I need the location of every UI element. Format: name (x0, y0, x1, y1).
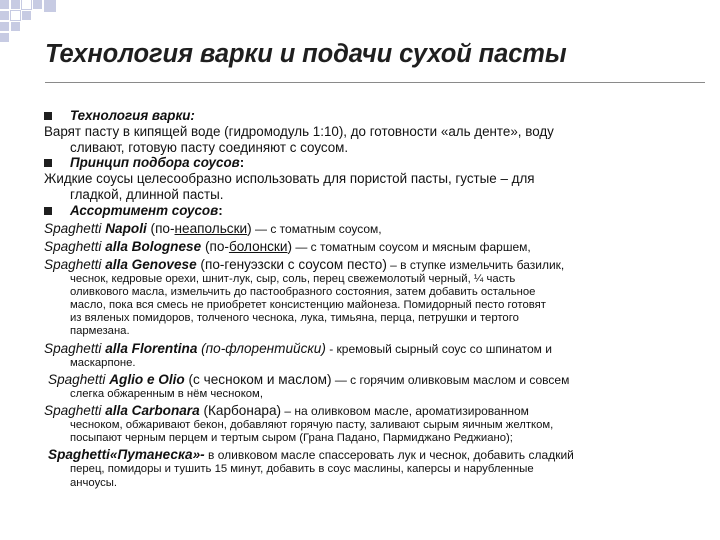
dish-puttanesca: Spaghetti«Путанеска»- в оливковом масле спассеровать лук и чеснок, добавить сладкий (48, 447, 574, 463)
bullet-assortment-heading: Ассортимент соусов: (44, 203, 694, 219)
napoli-link[interactable]: неапольски (174, 220, 248, 236)
square-bullet-icon (44, 207, 52, 215)
title-divider (45, 82, 705, 83)
slide-title: Технология варки и подачи сухой пасты (45, 40, 567, 68)
florentina-line2: маскарпоне. (70, 356, 136, 369)
dish-carbonara: Spaghetti alla Carbonara (Карбонара) – на оливковом масле, ароматизированном (44, 403, 529, 418)
aglio-line2: слегка обжаренным в нём чесноком, (70, 387, 263, 400)
carbonara-line1: чесноком, обжаривают бекон, добавляют горячую пасту, заливают сырым яичным желтком, (70, 419, 554, 431)
dish-bolognese: Spaghetti alla Bolognese (по-болонски) — с томатным соусом и мясным фаршем, (44, 238, 531, 254)
dish-napoli: Spaghetti Napoli (по-неапольски) — с томатным соусом, (44, 220, 382, 236)
dish-genovese: Spaghetti alla Genovese (по-генуэзски с соусом песто) – в ступке измельчить базилик, (44, 256, 565, 272)
genovese-line1: чеснок, кедровые орехи, шнит-лук, сыр, соль, перец свежемолотый черный, ¼ часть (70, 272, 516, 285)
sauce-text-line2: гладкой, длинной пасты. (70, 186, 224, 202)
genovese-line5: пармезана. (70, 325, 130, 338)
genovese-line4: из вяленых помидоров, толченого чеснока, лука, тимьяна, перца, петрушки и тертого (70, 312, 519, 325)
carbonara-line2: посыпают черным перцем и тертым сыром (Грана Падано, Пармиджано Реджиано); (70, 432, 513, 445)
bullet-sauce-heading: Принцип подбора соусов: (44, 155, 694, 171)
dish-aglio-olio: Spaghetti Aglio e Olio (с чесноком и маслом) — с горячим оливковым маслом и совсем (48, 371, 570, 387)
cooking-text-line1: Варят пасту в кипящей воде (гидромодуль 1:10), до готовности «аль денте», воду (44, 123, 554, 139)
genovese-line2: оливкового масла, измельчить до пастообразного состояния, затем добавить остальное (70, 285, 536, 298)
genovese-line3: масло, пока вся смесь не приобретет консистенцию майонеза. Помидорный песто готовят (70, 298, 546, 311)
sauce-text-line1: Жидкие соусы целесообразно использовать для пористой пасты, густые – для (44, 171, 535, 187)
bolognese-link[interactable]: болонски (228, 238, 288, 254)
slide-body (44, 108, 694, 490)
square-bullet-icon (44, 159, 52, 167)
puttanesca-line1: перец, помидоры и тушить 15 минут, добавить в соус маслины, каперсы и нарубленные (70, 463, 534, 476)
corner-decoration (0, 0, 60, 42)
cooking-text-line2: сливают, готовую пасту соединяют с соусом. (70, 139, 349, 155)
bullet-cooking-heading: Технология варки: (44, 108, 694, 124)
square-bullet-icon (44, 112, 52, 120)
dish-florentina: Spaghetti alla Florentina (по-флорентийски) - кремовый сырный соус со шпинатом и (44, 340, 552, 356)
puttanesca-line2: анчоусы. (70, 476, 117, 489)
